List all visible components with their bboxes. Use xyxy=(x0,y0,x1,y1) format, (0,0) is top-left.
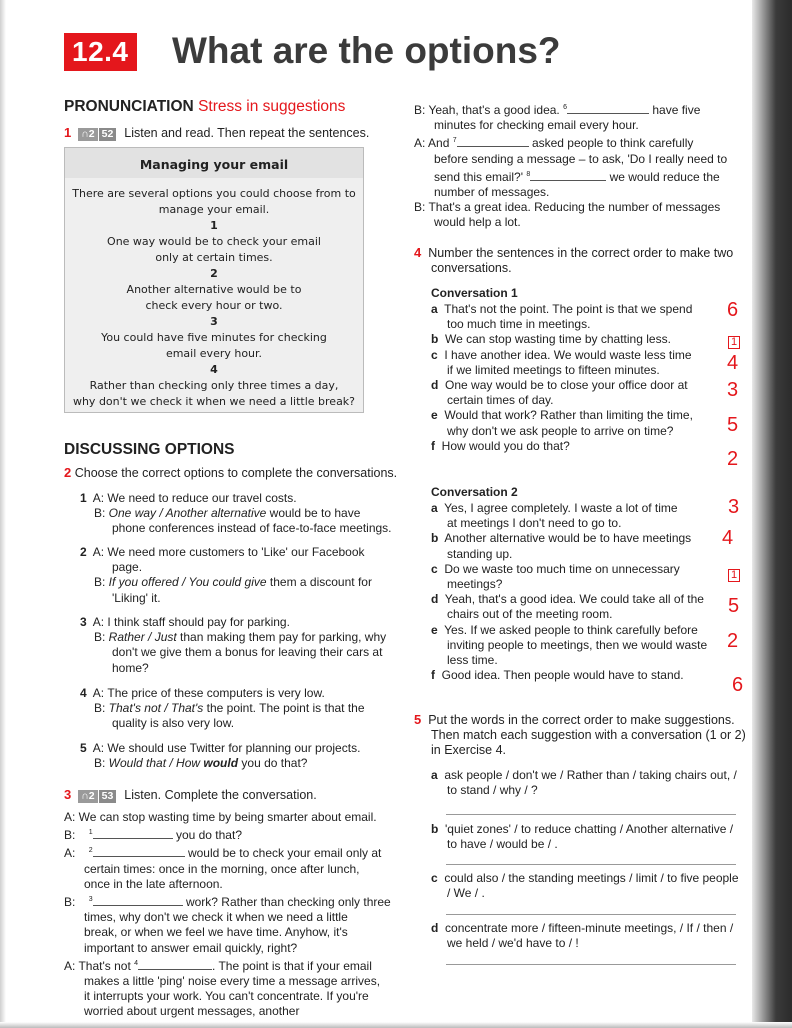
ex5-item: b 'quiet zones' / to reduce chatting / Another alternative / to have / would be / . xyxy=(431,822,734,852)
option-choice[interactable]: Would that / How would xyxy=(108,756,239,771)
ex2-item: 5 A: We should use Twitter for planning our projects. B: Would that / How would you do that? xyxy=(80,741,361,771)
option-choice[interactable]: If you offered / You could give xyxy=(108,575,267,590)
page-title: What are the options? xyxy=(172,30,561,71)
ex5-item: c could also / the standing meetings / limit / to five people / We / . xyxy=(431,871,739,901)
conversation-2-list: a Yes, I agree completely. I waste a lot of time at meetings I don't need to go to. b Another alternative would be to have meetings standing up. c Do we waste too much time on unnecessary meetings? d Yeah, that's a good idea. We could take all of the chairs out of the meeting room. e Yes. If we asked people to think carefully before inviting people to meetings, then we would waste less time. f Good idea. Then people would have to stand. xyxy=(431,501,721,683)
answer-box[interactable]: 4 xyxy=(722,527,734,549)
exercise-5-instruction: 5 Put the words in the correct order to make suggestions. Then match each suggestion with a conversation (1 or 2) in Exercise 4. xyxy=(414,712,746,758)
sentence-line: One way would be to check your email xyxy=(107,235,321,248)
option-choice[interactable]: Rather / Just xyxy=(108,630,177,645)
gap-field[interactable] xyxy=(530,170,606,181)
ex5-item: a ask people / don't we / Rather than / taking chairs out, / to stand / why / ? xyxy=(431,768,737,798)
sentence-line: Another alternative would be to xyxy=(126,283,302,296)
track-number[interactable]: 53 xyxy=(99,790,117,803)
option-choice[interactable]: One way / Another alternative xyxy=(108,506,267,521)
instruction-text: Listen. Complete the conversation. xyxy=(124,788,317,802)
gap-field[interactable] xyxy=(93,895,183,906)
sentence-line: Rather than checking only three times a day, xyxy=(89,379,339,392)
list-item: e Yes. If we asked people to think carefully before xyxy=(431,622,698,637)
ex3-conversation-continued: B: Yeah, that's a good idea. $^6$ have five minutes for checking email every hour. A: And $^7$ asked people to think carefully before sending a message – to ask, 'Do I really need to send this email?' $^8$ we would reduce the number of messages. B: That's a great idea. Reducing the number of messages would help a lot. xyxy=(414,103,728,230)
ex2-item: 2 A: We need more customers to 'Like' our Facebook page. B: If you offered / You could give them a discount for 'Liking' it. xyxy=(80,545,372,605)
answer-box[interactable]: 5 xyxy=(727,414,739,436)
answer-box[interactable]: 3 xyxy=(727,379,739,401)
exercise-number: 2 xyxy=(64,465,72,480)
list-item: d One way would be to close your office door at xyxy=(431,378,688,393)
list-item: f How would you do that? xyxy=(431,438,570,453)
box-title: Managing your email xyxy=(139,157,289,172)
answer-box[interactable]: 6 xyxy=(732,674,744,696)
headphones-icon[interactable]: ∩2 xyxy=(78,790,97,803)
list-item: a Yes, I agree completely. I waste a lot of time xyxy=(431,501,678,515)
pronunciation-heading xyxy=(64,98,345,116)
exercise-4-instruction: 4 Number the sentences in the correct order to make two conversations. xyxy=(414,245,734,276)
list-item: e Would that work? Rather than limiting the time, xyxy=(431,408,693,423)
ex2-item: 4 A: The price of these computers is very low. B: That's not / That's the point. The point is that the quality is also very low. xyxy=(80,686,365,731)
headphones-icon[interactable]: ∩2 xyxy=(78,128,97,141)
answer-box[interactable]: 2 xyxy=(727,630,739,652)
answer-box[interactable]: 2 xyxy=(727,448,739,470)
sentence-line: only at certain times. xyxy=(155,251,273,264)
sentence-line: check every hour or two. xyxy=(145,299,283,312)
answer-line[interactable] xyxy=(446,864,736,865)
list-item: f Good idea. Then people would have to stand. xyxy=(431,668,684,683)
box-intro-line: manage your email. xyxy=(158,203,270,216)
gap-field[interactable] xyxy=(138,959,212,970)
instruction-text: Listen and read. Then repeat the sentences. xyxy=(124,126,370,140)
instruction-text: Choose the correct options to complete the conversations. xyxy=(74,466,398,480)
ex3-conversation: A: We can stop wasting time by being smarter about email. B: $^1$ you do that? A: $^2$ would be to check your email only at certain times: once in the morning, once after lunch, once in the late afternoon. B: $^3$ work? Rather than checking only three times, why don't we check it when we need a little break, or when we feel we have time. Anyhow, it's important to answer email quickly, right? A: That's not $^4$ . The point is that if your email makes a little 'ping' noise every time a message arrives, it interrupts your work. You can't concentrate. If you're worried about urgent messages, another xyxy=(64,810,391,1019)
gap-field[interactable] xyxy=(93,828,173,839)
sentence-line: You could have five minutes for checking xyxy=(101,331,327,344)
sentence-number: 4 xyxy=(210,363,218,376)
exercise-1-instruction xyxy=(64,125,369,141)
list-item: c Do we waste too much time on unnecessary xyxy=(431,561,680,576)
list-item: c I have another idea. We would waste less time xyxy=(431,347,692,362)
answer-line[interactable] xyxy=(446,964,736,965)
list-item: a That's not the point. The point is that we spend xyxy=(431,302,693,316)
page-left-edge xyxy=(0,0,6,1028)
gap-field[interactable] xyxy=(93,846,185,857)
sentence-number: 3 xyxy=(210,315,218,328)
box-intro-line: There are several options you could choose from to xyxy=(72,187,356,200)
sentence-number: 1 xyxy=(210,219,218,232)
option-choice[interactable]: That's not / That's xyxy=(108,701,204,716)
list-item: b We can stop wasting time by chatting less. xyxy=(431,332,671,347)
exercise-number: 3 xyxy=(64,787,72,802)
unit-number-badge: 12.4 xyxy=(64,33,137,71)
pronunciation-title: PRONUNCIATION xyxy=(64,98,194,115)
conversation-2-title: Conversation 2 xyxy=(431,485,518,499)
answer-box[interactable]: 3 xyxy=(728,496,740,518)
page-right-edge xyxy=(752,0,792,1028)
answer-box[interactable]: 6 xyxy=(727,299,739,321)
list-item: d Yeah, that's a good idea. We could take all of the xyxy=(431,592,704,607)
page-bottom-edge xyxy=(0,1022,792,1028)
sentence-line: why don't we check it when we need a little break? xyxy=(72,395,356,408)
track-number[interactable]: 52 xyxy=(99,128,117,141)
answer-line[interactable] xyxy=(446,914,736,915)
conversation-1-title: Conversation 1 xyxy=(431,286,518,300)
exercise-number: 5 xyxy=(414,712,422,727)
discussing-options-heading: DISCUSSING OPTIONS xyxy=(64,441,235,458)
conversation-1-list: a That's not the point. The point is that we spend too much time in meetings. b We can stop wasting time by chatting less. c I have another idea. We would waste less time if we limited meetings to fifteen minutes. d One way would be to close your office door at certain times of day. e Would that work? Rather than limiting the time, why don't we ask people to arrive on time? f How would you do that? xyxy=(431,302,721,454)
exercise-2-instruction xyxy=(64,465,397,481)
sentence-number: 2 xyxy=(210,267,218,280)
gap-field[interactable] xyxy=(457,136,529,147)
answer-line[interactable] xyxy=(446,814,736,815)
exercise-number: 4 xyxy=(414,245,422,260)
managing-email-box xyxy=(64,147,364,413)
answer-box[interactable]: 5 xyxy=(728,595,740,617)
list-item: b Another alternative would be to have meetings xyxy=(431,531,692,546)
ex2-item: 1 A: We need to reduce our travel costs. B: One way / Another alternative would be to have phone conferences instead of face-to-face meetings. xyxy=(80,491,392,536)
answer-box[interactable]: 4 xyxy=(727,352,739,374)
exercise-number: 1 xyxy=(64,125,72,140)
gap-field[interactable] xyxy=(567,103,649,114)
ex2-item: 3 A: I think staff should pay for parking. B: Rather / Just than making them pay for parking, why don't we give them a bonus for leaving their cars at home? xyxy=(80,615,387,675)
answer-box[interactable]: 1 xyxy=(728,336,740,349)
pronunciation-subtitle: Stress in suggestions xyxy=(198,98,346,115)
answer-box[interactable]: 1 xyxy=(728,569,740,582)
ex5-item: d concentrate more / fifteen-minute meetings, / If / then / we held / we'd have to / ! xyxy=(431,921,734,951)
sentence-line: email every hour. xyxy=(165,347,263,360)
exercise-3-instruction xyxy=(64,787,317,803)
